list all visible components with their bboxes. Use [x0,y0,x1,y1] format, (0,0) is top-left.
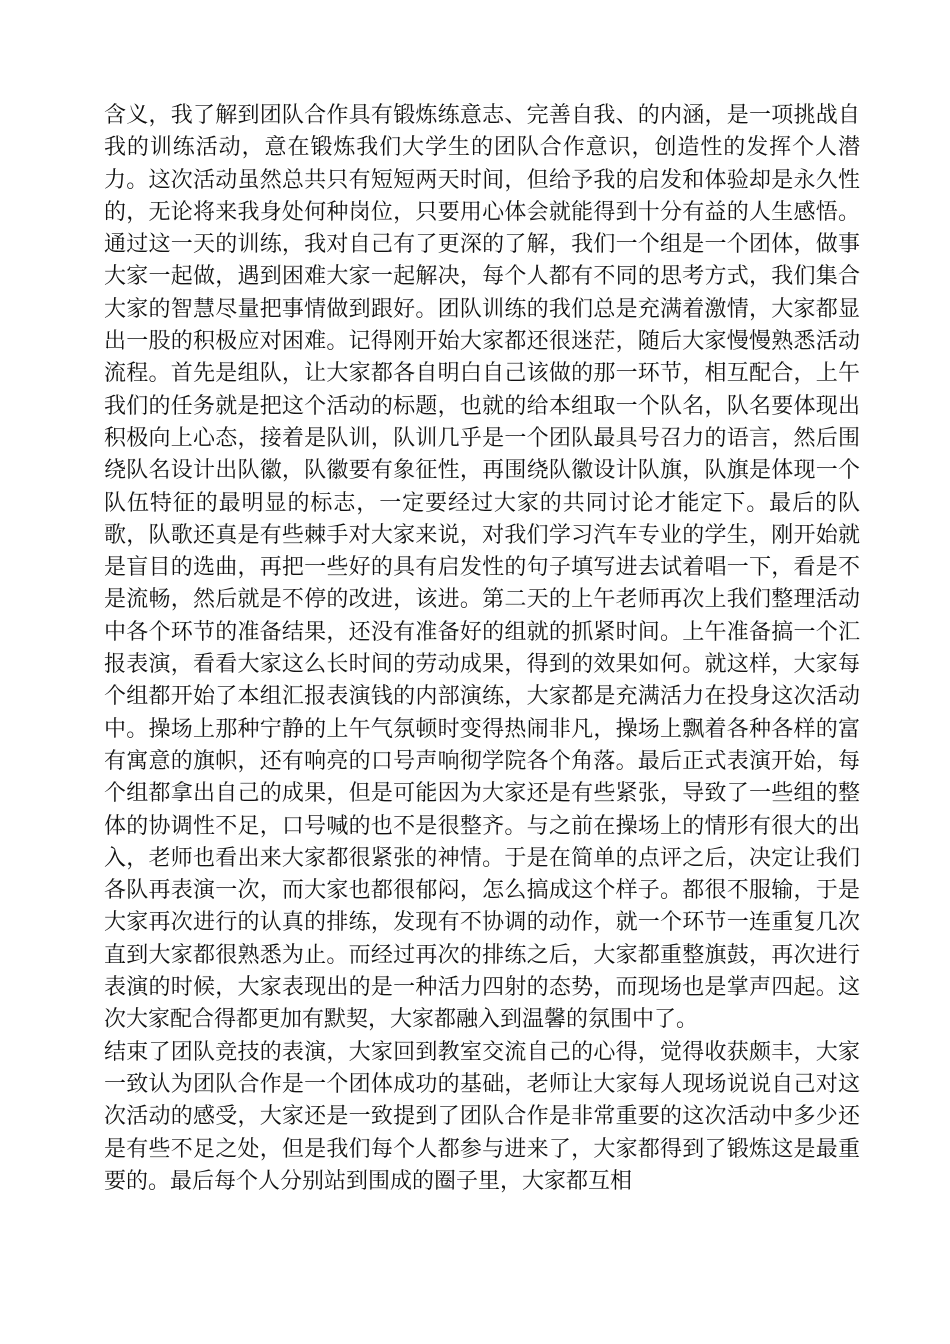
paragraph-team-training: 含义，我了解到团队合作具有锻炼练意志、完善自我、的内涵，是一项挑战自我的训练活动，意在锻炼我们大学生的团队合作意识，创造性的发挥个人潜力。这次活动虽然总共只有短短两天时间，但给予我的启发和体验却是永久性的，无论将来我身处何种岗位，只要用心体会就能得到十分有益的人生感悟。通过这一天的训练，我对自己有了更深的了解，我们一个组是一个团体，做事大家一起做，遇到困难大家一起解决，每个人都有不同的思考方式，我们集合大家的智慧尽量把事情做到跟好。团队训练的我们总是充满着激情，大家都显出一股的积极应对困难。记得刚开始大家都还很迷茫，随后大家慢慢熟悉活动流程。首先是组队，让大家都各自明白自己该做的那一环节，相互配合，上午我们的任务就是把这个活动的标题，也就的给本组取一个队名，队名要体现出积极向上心态，接着是队训，队训几乎是一个团队最具号召力的语言，然后围绕队名设计出队徽，队徽要有象征性，再围绕队徽设计队旗，队旗是体现一个队伍特征的最明显的标志，一定要经过大家的共同讨论才能定下。最后的队歌，队歌还真是有些棘手对大家来说，对我们学习汽车专业的学生，刚开始就是盲目的选曲，再把一些好的具有启发性的句子填写进去试着唱一下，看是不是流畅，然后就是不停的改进，该进。第二天的上午老师再次上我们整理活动中各个环节的准备结果，还没有准备好的组就的抓紧时间。上午准备搞一个汇报表演，看看大家这么长时间的劳动成果，得到的效果如何。就这样，大家每个组都开始了本组汇报表演钱的内部演练，大家都是充满活力在投身这次活动中。操场上那种宁静的上午气氛顿时变得热闹非凡，操场上飘着各种各样的富有寓意的旗帜，还有响亮的口号声响彻学院各个角落。最后正式表演开始，每个组都拿出自己的成果，但是可能因为大家还是有些紧张，导致了一些组的整体的协调性不足，口号喊的也不是很整齐。与之前在操场上的情形有很大的出入，老师也看出来大家都很紧张的神情。于是在简单的点评之后，决定让我们各队再表演一次，而大家也都很郁闷，怎么搞成这个样子。都很不服输，于是大家再次进行的认真的排练，发现有不协调的动作，就一个环节一连重复几次直到大家都很熟悉为止。而经过再次的排练之后，大家都重整旗鼓，再次进行表演的时候，大家表现出的是一种活力四射的态势，而现场也是掌声四起。这次大家配合得都更加有默契，大家都融入到温馨的氛围中了。 [104,103,860,1033]
document-page [104,100,860,1198]
paragraph-reflection: 结束了团队竞技的表演，大家回到教室交流自己的心得，觉得收获颇丰，大家一致认为团队合作是一个团体成功的基础，老师让大家每人现场说说自己对这次活动的感受，大家还是一致提到了团队合作是非常重要的这次活动中多少还是有些不足之处，但是我们每个人都参与进来了，大家都得到了锻炼这是最重要的。最后每个人分别站到围成的圈子里，大家都互相 [104,1039,860,1194]
